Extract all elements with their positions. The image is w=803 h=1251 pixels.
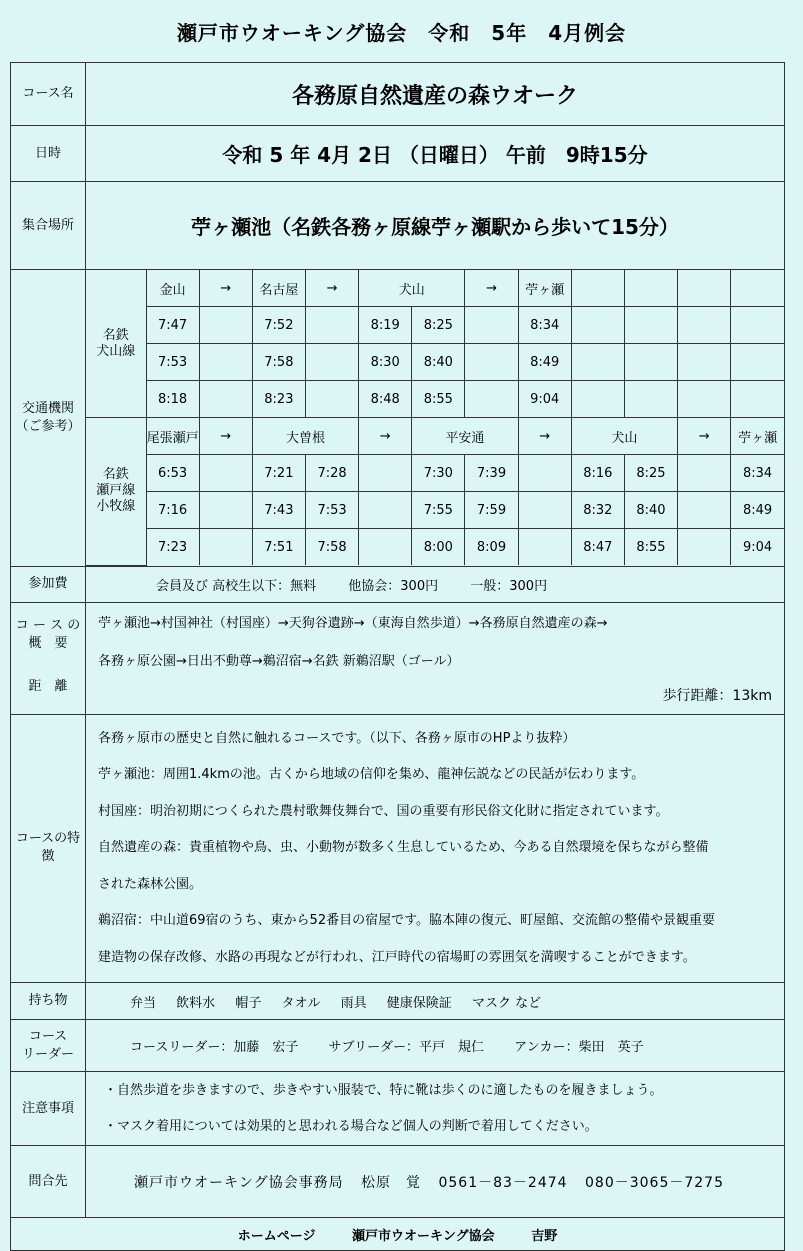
arrow-cell: → xyxy=(359,418,412,455)
meeting-row xyxy=(11,182,785,270)
arrow-cell: → xyxy=(199,270,252,307)
homepage-value xyxy=(11,1218,785,1251)
time-cell: 8:55 xyxy=(412,381,465,418)
inquiry-label: 問合先 xyxy=(11,1146,86,1218)
features-row xyxy=(11,714,785,983)
time-cell: 9:04 xyxy=(518,381,571,418)
fee-label: 参加費 xyxy=(11,566,86,602)
features-line: 苧ヶ瀬池：周囲1.4kmの池。古くから地域の信仰を集め、龍神伝説などの民話が伝わります。 xyxy=(98,767,645,782)
homepage-row xyxy=(11,1218,785,1251)
time-cell: 7:23 xyxy=(146,529,199,566)
station-cell: 尾張瀬戸 xyxy=(146,418,199,455)
time-cell: 8:19 xyxy=(359,307,412,344)
item: マスク など xyxy=(471,995,542,1011)
table-row xyxy=(86,344,784,381)
route-line1: 苧ヶ瀬池→村国神社（村国座）→天狗谷遺跡→（東海自然歩道）→各務原自然遺産の森→ xyxy=(98,616,608,631)
arrow-cell: → xyxy=(305,270,358,307)
arrow-cell: → xyxy=(465,270,518,307)
inuyama-line-name xyxy=(86,270,146,418)
inquiry-org: 瀬戸市ウオーキング協会事務局 xyxy=(133,1174,344,1191)
station-cell: 金山 xyxy=(146,270,199,307)
item: 弁当 xyxy=(130,995,157,1011)
table-row xyxy=(86,492,784,529)
inquiry-tel1: 0561－83－2474 xyxy=(438,1174,568,1191)
item: 飲料水 xyxy=(176,995,216,1011)
homepage-site: 瀬戸市ウオーキング協会 xyxy=(352,1228,495,1244)
time-cell: 8:34 xyxy=(731,455,784,492)
page-title: 瀬戸市ウオーキング協会 令和 5年 4月例会 xyxy=(176,20,627,45)
datetime-label: 日時 xyxy=(11,126,86,182)
inuyama-line-name2: 犬山線 xyxy=(96,343,136,359)
inquiry-person: 松原 覚 xyxy=(361,1174,422,1191)
time-cell: 7:28 xyxy=(305,455,358,492)
transit-label-line1: 交通機関 xyxy=(21,400,74,416)
notes-row xyxy=(11,1072,785,1146)
time-cell: 7:59 xyxy=(465,492,518,529)
time-cell: 7:53 xyxy=(305,492,358,529)
table-row xyxy=(86,307,784,344)
datetime-row xyxy=(11,126,785,182)
item: 健康保険証 xyxy=(386,995,452,1011)
leaders-label xyxy=(11,1020,86,1072)
station-cell: 平安通 xyxy=(412,418,518,455)
arrow-cell: → xyxy=(199,418,252,455)
summary-value xyxy=(86,602,785,714)
station-cell: 名古屋 xyxy=(252,270,305,307)
meeting-value: 苧ヶ瀬池（名鉄各務ヶ原線苧ヶ瀬駅から歩いて15分） xyxy=(86,182,785,270)
course-name: 各務原自然遺産の森ウオーク xyxy=(86,63,785,126)
time-cell: 8:40 xyxy=(412,344,465,381)
inquiry-tel2: 080－3065－7275 xyxy=(585,1174,724,1191)
time-cell: 7:51 xyxy=(252,529,305,566)
inquiry-value xyxy=(86,1146,785,1218)
time-cell: 8:00 xyxy=(412,529,465,566)
items-row xyxy=(11,983,785,1020)
table-row xyxy=(86,381,784,418)
fee-row xyxy=(11,566,785,602)
table-row xyxy=(86,455,784,492)
fee-value xyxy=(86,566,785,602)
features-line: 建造物の保存改修、水路の再現などが行われ、江戸時代の宿場町の雰囲気を満喫することができます。 xyxy=(98,949,696,965)
station-cell: 大曽根 xyxy=(252,418,358,455)
fee-other: 他協会：300円 xyxy=(348,578,439,594)
time-cell: 7:21 xyxy=(252,455,305,492)
features-line: 自然遺産の森：貴重植物や鳥、虫、小動物が数多く生息しているため、今ある自然環境を保ちながら整備 xyxy=(98,840,709,855)
item: 帽子 xyxy=(235,995,262,1011)
summary-label2: 概 要 xyxy=(28,636,68,651)
time-cell: 8:55 xyxy=(624,529,677,566)
features-line: 鵜沼宿：中山道69宿のうち、東から52番目の宿屋です。脇本陣の復元、町屋館、交流館の整備や景観重要 xyxy=(98,913,716,928)
seto-line-name xyxy=(86,418,146,566)
features-label: コースの特徴 xyxy=(11,714,86,983)
features-line: 村国座：明治初期につくられた農村歌舞伎舞台で、国の重要有形民俗文化財に指定されています。 xyxy=(98,803,669,819)
anchor: アンカー：柴田 英子 xyxy=(514,1040,644,1055)
table-row xyxy=(86,529,784,566)
homepage-label: ホームページ xyxy=(237,1228,316,1244)
features-line: 各務ヶ原市の歴史と自然に触れるコースです。（以下、各務ヶ原市のHPより抜粋） xyxy=(98,730,576,746)
time-cell: 8:30 xyxy=(359,344,412,381)
station-cell: 苧ヶ瀬 xyxy=(518,270,571,307)
transit-label xyxy=(11,270,86,567)
time-cell: 7:58 xyxy=(305,529,358,566)
station-cell: 犬山 xyxy=(359,270,465,307)
summary-row xyxy=(11,602,785,714)
time-cell: 9:04 xyxy=(731,529,784,566)
leaders-label1: コース xyxy=(28,1028,68,1044)
summary-label1: コ ー ス の xyxy=(15,618,81,633)
time-cell: 8:49 xyxy=(731,492,784,529)
homepage-name: 吉野 xyxy=(531,1228,558,1244)
note-line2: ・マスク着用については効果的と思われる場合など個人の判断で着用してください。 xyxy=(104,1118,598,1134)
time-cell: 8:23 xyxy=(252,381,305,418)
leaders-label2: リーダー xyxy=(21,1046,74,1062)
station-cell: 苧ヶ瀬 xyxy=(731,418,784,455)
time-cell: 7:53 xyxy=(146,344,199,381)
item: 雨具 xyxy=(340,995,367,1011)
time-cell: 7:39 xyxy=(465,455,518,492)
fee-general: 一般：300円 xyxy=(470,578,548,594)
time-cell: 7:58 xyxy=(252,344,305,381)
time-cell: 8:48 xyxy=(359,381,412,418)
distance-value: 歩行距離：13km xyxy=(662,688,772,704)
features-value xyxy=(86,714,785,983)
notes-label: 注意事項 xyxy=(11,1072,86,1146)
time-cell: 8:25 xyxy=(412,307,465,344)
course-row xyxy=(11,63,785,126)
time-cell: 7:16 xyxy=(146,492,199,529)
time-cell: 7:55 xyxy=(412,492,465,529)
time-cell: 7:30 xyxy=(412,455,465,492)
meeting-label: 集合場所 xyxy=(11,182,86,270)
sub-leader: サブリーダー：平戸 規仁 xyxy=(328,1040,484,1055)
inquiry-row xyxy=(11,1146,785,1218)
datetime-value: 令和 5 年 4月 2日 （日曜日） 午前 9時15分 xyxy=(86,126,785,182)
course-label: コース名 xyxy=(11,63,86,126)
seto-station-row xyxy=(86,418,784,455)
seto-line-name3: 小牧線 xyxy=(96,499,136,515)
time-cell: 6:53 xyxy=(146,455,199,492)
leaders-row xyxy=(11,1020,785,1072)
course-leader: コースリーダー：加藤 宏子 xyxy=(130,1040,299,1055)
features-line: された森林公園。 xyxy=(98,876,203,892)
time-cell: 8:40 xyxy=(624,492,677,529)
time-cell: 8:09 xyxy=(465,529,518,566)
inuyama-station-row xyxy=(86,270,784,307)
time-cell: 8:25 xyxy=(624,455,677,492)
time-cell: 8:16 xyxy=(571,455,624,492)
time-cell: 7:43 xyxy=(252,492,305,529)
time-cell: 8:18 xyxy=(146,381,199,418)
fee-member: 会員及び 高校生以下：無料 xyxy=(156,578,317,594)
arrow-cell: → xyxy=(518,418,571,455)
inuyama-line-name1: 名鉄 xyxy=(102,327,129,343)
seto-line-name2: 瀬戸線 xyxy=(96,483,136,499)
time-cell: 7:52 xyxy=(252,307,305,344)
route-line2: 各務ヶ原公園→日出不動尊→鵜沼宿→名鉄 新鵜沼駅（ゴール） xyxy=(98,654,460,669)
items-value xyxy=(86,983,785,1020)
leaders-value xyxy=(86,1020,785,1072)
note-line1: ・自然歩道を歩きますので、歩きやすい服装で、特に靴は歩くのに適したものを履きましょう。 xyxy=(104,1082,663,1098)
time-cell: 8:49 xyxy=(518,344,571,381)
summary-label xyxy=(11,602,86,714)
time-cell: 8:47 xyxy=(571,529,624,566)
event-table xyxy=(10,62,785,1251)
notes-value xyxy=(86,1072,785,1146)
time-cell: 8:34 xyxy=(518,307,571,344)
transit-row xyxy=(11,270,785,567)
time-cell: 8:32 xyxy=(571,492,624,529)
time-cell: 7:47 xyxy=(146,307,199,344)
transit-label-line2: （ご参考） xyxy=(15,418,81,434)
seto-line-name1: 名鉄 xyxy=(102,467,129,483)
distance-label: 距 離 xyxy=(28,679,68,694)
station-cell: 犬山 xyxy=(571,418,677,455)
items-label: 持ち物 xyxy=(11,983,86,1020)
transit-timetable xyxy=(86,270,784,566)
item: タオル xyxy=(281,995,321,1011)
arrow-cell: → xyxy=(678,418,731,455)
